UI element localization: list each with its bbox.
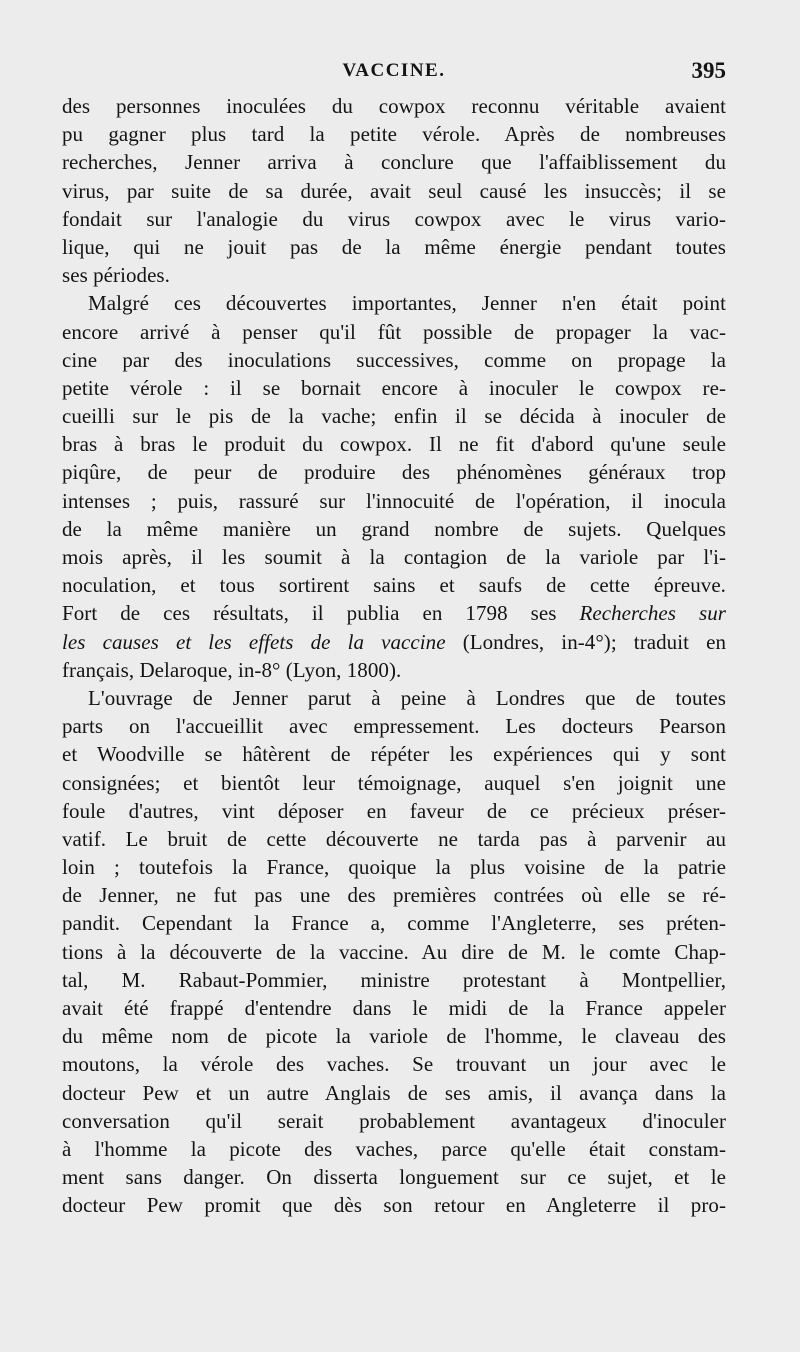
text-line: fondait sur l'analogie du virus cowpox avec le virus vario-: [62, 206, 726, 231]
text-line: lique, qui ne jouit pas de la même énergie pendant toutes: [62, 234, 726, 259]
text-line: avait été frappé d'entendre dans le midi de la France appeler: [62, 996, 726, 1020]
text-line: noculation, et tous sortirent sains et saufs de cette épreuve.: [62, 573, 726, 598]
body-text: [62, 92, 726, 1220]
book-title: les causes et les effets de la vaccine: [62, 629, 446, 654]
text-line: conversation qu'il serait probablement avantageux d'inoculer: [62, 1108, 726, 1133]
text-line: vatif. Le bruit de cette découverte ne tarda pas à parvenir au: [62, 826, 726, 851]
text-line: encore arrivé à penser qu'il fût possible de propager la vac-: [62, 319, 726, 344]
text-line: ment sans danger. On disserta longuement sur ce sujet, et le: [62, 1165, 726, 1190]
text-line: Malgré ces découvertes importantes, Jenner n'en était point: [88, 291, 726, 316]
text-line: et Woodville se hâtèrent de répéter les expériences qui y sont: [62, 742, 726, 767]
page-number: 395: [691, 58, 726, 83]
text-line: L'ouvrage de Jenner parut à peine à Londres que de toutes: [88, 685, 726, 710]
text-line: du même nom de picote la variole de l'homme, le claveau des: [62, 1024, 726, 1049]
book-title: Recherches sur: [579, 601, 726, 626]
text-line: intenses ; puis, rassuré sur l'innocuité de l'opération, il inocula: [62, 488, 726, 513]
text-line: tions à la découverte de la vaccine. Au dire de M. le comte Chap-: [62, 939, 726, 964]
text-line: de Jenner, ne fut pas une des premières contrées où elle se ré-: [62, 883, 726, 908]
text-line: moutons, la vérole des vaches. Se trouvant un jour avec le: [62, 1052, 726, 1077]
text-line: Fort de ces résultats, il publia en 1798 ses Recherches sur: [62, 601, 726, 626]
text-line: à l'homme la picote des vaches, parce qu'elle était constam-: [62, 1136, 726, 1161]
text-line: ses périodes.: [62, 263, 170, 288]
text-line: cine par des inoculations successives, comme on propage la: [62, 347, 726, 372]
text-line: virus, par suite de sa durée, avait seul causé les insuccès; il se: [62, 178, 726, 203]
page-header: [62, 60, 726, 92]
text-line: docteur Pew promit que dès son retour en Angleterre il pro-: [62, 1193, 726, 1218]
text-line: piqûre, de peur de produire des phénomènes généraux trop: [62, 460, 726, 485]
text-line: pandit. Cependant la France a, comme l'Angleterre, ses préten-: [62, 911, 726, 936]
running-head: VACCINE.: [342, 60, 446, 81]
text-line: des personnes inoculées du cowpox reconnu véritable avaient: [62, 94, 726, 118]
text-line: docteur Pew et un autre Anglais de ses amis, il avança dans la: [62, 1080, 726, 1105]
text-line: cueilli sur le pis de la vache; enfin il se décida à inoculer de: [62, 404, 726, 429]
text-line: loin ; toutefois la France, quoique la plus voisine de la patrie: [62, 855, 726, 880]
text-line: tal, M. Rabaut-Pommier, ministre protestant à Montpellier,: [62, 967, 726, 992]
text-line: français, Delaroque, in-8° (Lyon, 1800).: [62, 657, 402, 682]
text-line: mois après, il les soumit à la contagion de la variole par l'i-: [62, 545, 726, 569]
text-line: consignées; et bientôt leur témoignage, auquel s'en joignit une: [62, 770, 726, 795]
text-line: les causes et les effets de la vaccine (Londres, in-4°); traduit en: [62, 629, 726, 654]
text-line: parts on l'accueillit avec empressement. Les docteurs Pearson: [62, 714, 726, 739]
text-line: bras à bras le produit du cowpox. Il ne fit d'abord qu'une seule: [62, 432, 726, 457]
text-line: recherches, Jenner arriva à conclure que l'affaiblissement du: [62, 150, 726, 175]
text-line: petite vérole : il se bornait encore à inoculer le cowpox re-: [62, 375, 726, 400]
text-line: foule d'autres, vint déposer en faveur de ce précieux préser-: [62, 798, 726, 823]
text-line: de la même manière un grand nombre de sujets. Quelques: [62, 516, 726, 541]
text-line: pu gagner plus tard la petite vérole. Après de nombreuses: [62, 122, 726, 147]
